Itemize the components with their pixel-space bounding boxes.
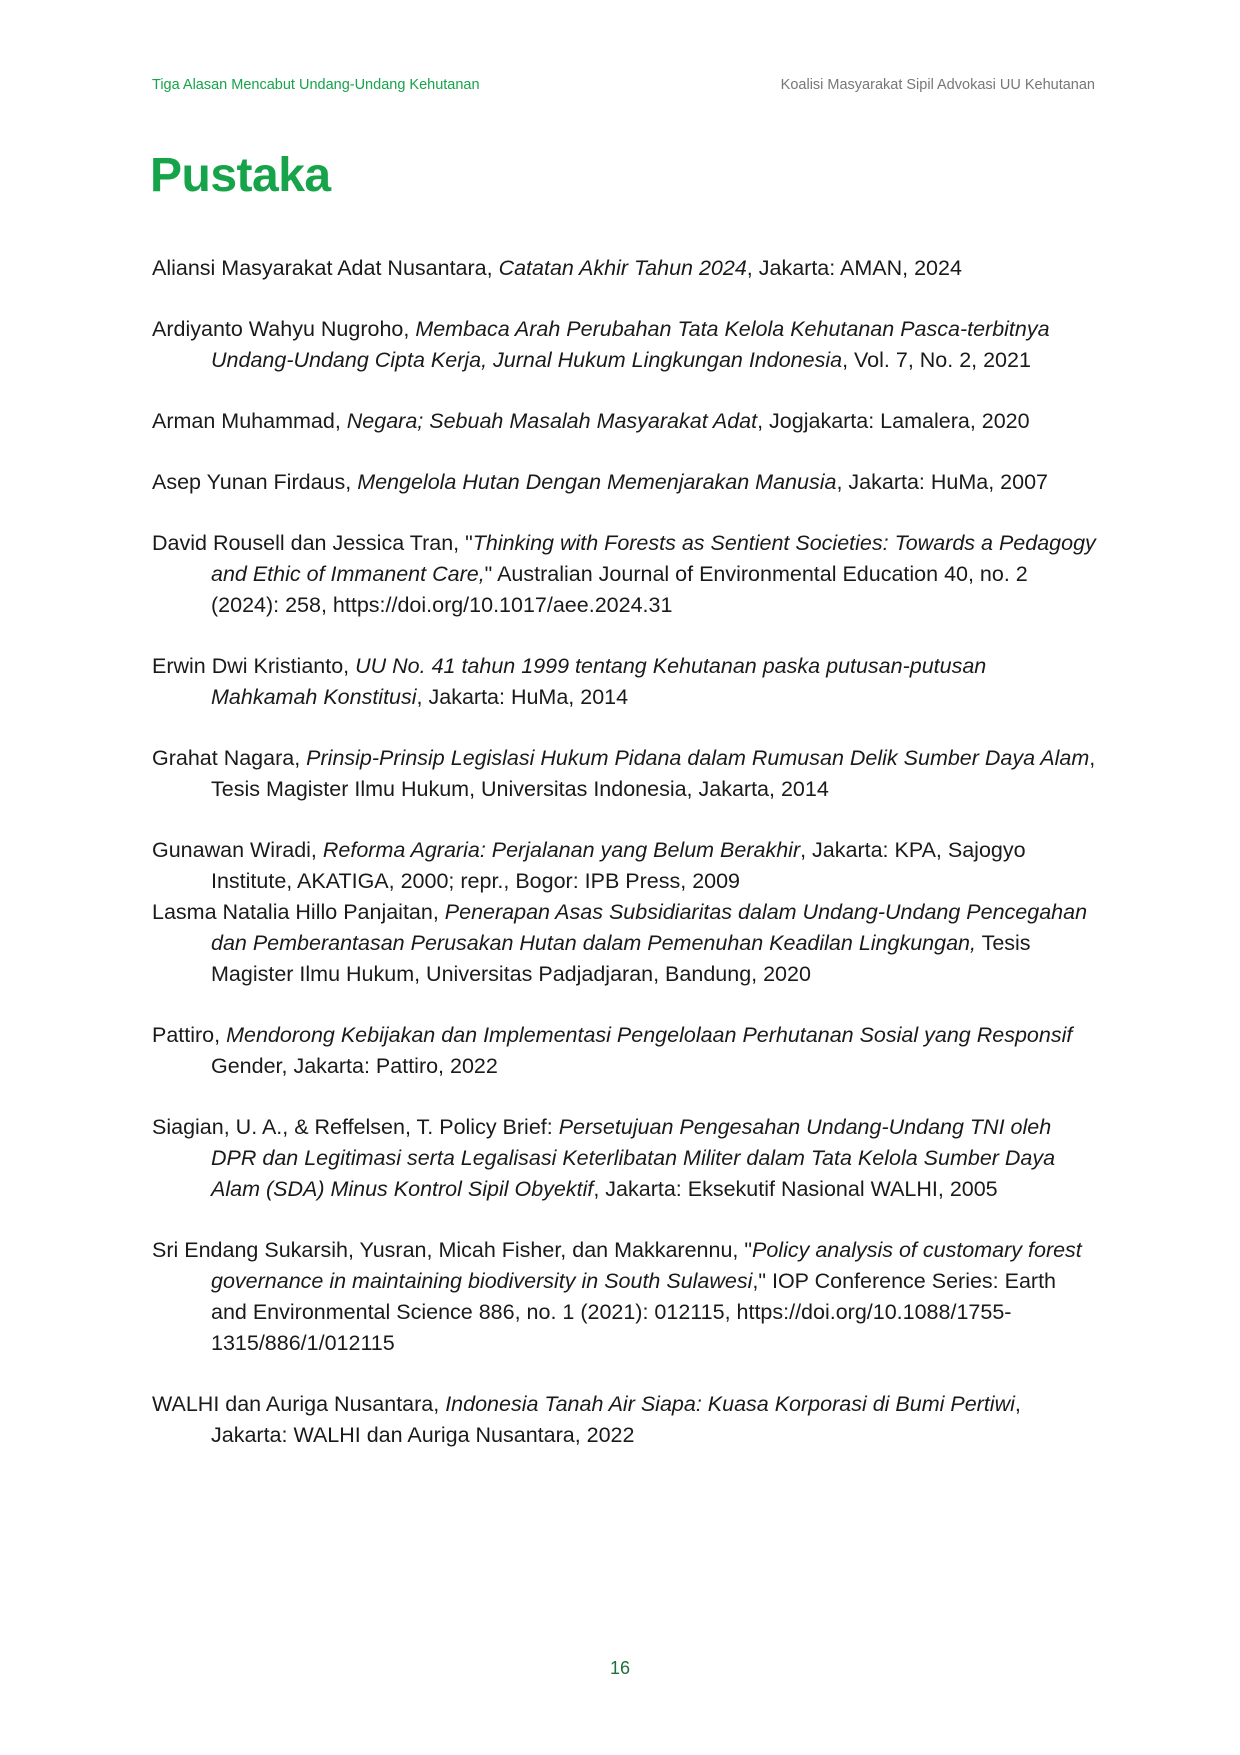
reference-text: Pattiro, [152,1023,227,1047]
reference-text: Gunawan Wiradi, [152,838,323,862]
reference-text: " Australian Journal of Environmental Education 40, no. 2 (2024): 258, https://doi.org/10.1017/aee.2024.31 [211,562,1028,617]
reference-entry [152,651,1097,713]
reference-entry [152,1235,1097,1359]
reference-text: Asep Yunan Firdaus, [152,470,358,494]
reference-title: Prinsip-Prinsip Legislasi Hukum Pidana dalam Rumusan Delik Sumber Daya Alam [306,746,1090,770]
reference-entry [152,897,1097,990]
reference-entry [152,467,1097,498]
page-title: Pustaka [150,149,331,202]
page-number: 16 [609,1658,631,1678]
reference-text: , Jakarta: KPA, Sajogyo Institute, AKATIGA, 2000; repr., Bogor: IPB Press, 2009 [211,838,1026,893]
reference-text: Grahat Nagara, [152,746,307,770]
reference-text: Arman Muhammad, [152,409,347,433]
reference-text: Sri Endang Sukarsih, Yusran, Micah Fisher, dan Makkarennu, " [152,1238,752,1262]
reference-text: , Jakarta: HuMa, 2014 [416,685,629,709]
reference-text: Siagian, U. A., & Reffelsen, T. Policy Brief: [152,1115,559,1139]
reference-text: Tesis Magister Ilmu Hukum, Universitas Padjadjaran, Bandung, 2020 [211,931,1031,986]
reference-text: Erwin Dwi Kristianto, [152,654,356,678]
reference-title: Mengelola Hutan Dengan Memenjarakan Manusia [357,470,837,494]
reference-text: , Jogjakarta: Lamalera, 2020 [757,409,1030,433]
reference-text: Aliansi Masyarakat Adat Nusantara, [152,256,499,280]
reference-title: Mendorong Kebijakan dan Implementasi Pengelolaan Perhutanan Sosial yang Responsif [226,1023,1073,1047]
reference-list [152,253,1097,1481]
reference-entry [152,314,1097,376]
reference-text: , Jakarta: WALHI dan Auriga Nusantara, 2022 [211,1392,1021,1447]
reference-title: Catatan Akhir Tahun 2024 [498,256,747,280]
reference-text: WALHI dan Auriga Nusantara, [152,1392,446,1416]
reference-entry [152,743,1097,805]
reference-title: Negara; Sebuah Masalah Masyarakat Adat [346,409,758,433]
reference-title: Indonesia Tanah Air Siapa: Kuasa Korporasi di Bumi Pertiwi [445,1392,1015,1416]
reference-title: Thinking with Forests as Sentient Societies: Towards a Pedagogy and Ethic of Immanent Care, [211,531,1096,586]
reference-text: Gender, Jakarta: Pattiro, 2022 [211,1054,498,1078]
reference-text: , Jakarta: Eksekutif Nasional WALHI, 2005 [593,1177,998,1201]
reference-entry [152,1112,1097,1205]
reference-text: , Jakarta: AMAN, 2024 [746,256,962,280]
reference-title: Policy analysis of customary forest governance in maintaining biodiversity in South Sulawesi [211,1238,1082,1293]
reference-text: , Jakarta: HuMa, 2007 [836,470,1048,494]
reference-entry [152,406,1097,437]
running-header-organization: Koalisi Masyarakat Sipil Advokasi UU Kehutanan [780,77,1095,93]
reference-text: Ardiyanto Wahyu Nugroho, [152,317,416,341]
reference-text: , Tesis Magister Ilmu Hukum, Universitas Indonesia, Jakarta, 2014 [211,746,1096,801]
reference-text: David Rousell dan Jessica Tran, " [152,531,473,555]
reference-entry [152,1389,1097,1451]
reference-text: ," IOP Conference Series: Earth and Environmental Science 886, no. 1 (2021): 012115, https://doi.org/10.1088/1755-1315/886/1/012115 [211,1269,1057,1355]
reference-title: Persetujuan Pengesahan Undang-Undang TNI oleh DPR dan Legitimasi serta Legalisasi Keterlibatan Militer dalam Tata Kelola Sumber Daya Alam (SDA) Minus Kontrol Sipil Obyektif [211,1115,1056,1201]
reference-title: Penerapan Asas Subsidiaritas dalam Undang-Undang Pencegahan dan Pemberantasan Perusakan Hutan dalam Pemenuhan Keadilan Lingkungan, [211,900,1088,955]
reference-text: Lasma Natalia Hillo Panjaitan, [152,900,445,924]
reference-title: Reforma Agraria: Perjalanan yang Belum Berakhir [322,838,801,862]
reference-entry [152,253,1097,284]
reference-text: , Vol. 7, No. 2, 2021 [842,348,1031,372]
reference-entry [152,528,1097,621]
reference-title: UU No. 41 tahun 1999 tentang Kehutanan paska putusan-putusan Mahkamah Konstitusi [211,654,987,709]
running-header-title: Tiga Alasan Mencabut Undang-Undang Kehutanan [152,77,480,93]
reference-title: Membaca Arah Perubahan Tata Kelola Kehutanan Pasca-terbitnya Undang-Undang Cipta Kerja, Jurnal Hukum Lingkungan Indonesia [211,317,1050,372]
reference-entry [152,835,1097,897]
reference-entry [152,1020,1097,1082]
